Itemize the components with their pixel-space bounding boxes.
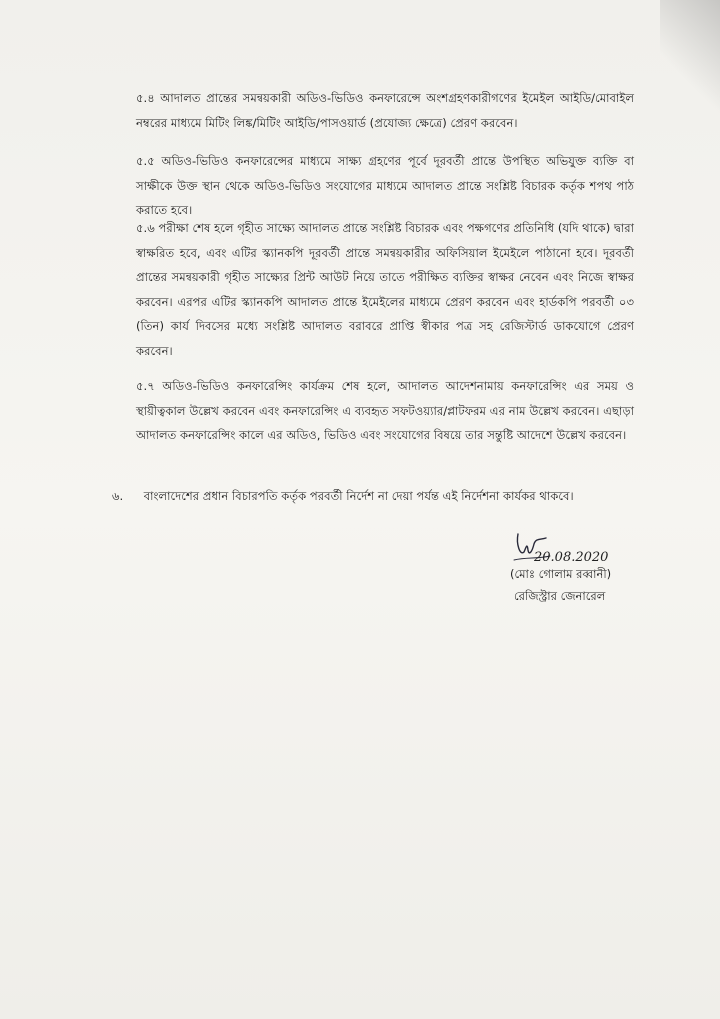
clause-number: ৫.৬ [136,221,155,235]
clause-5-5 [136,149,634,223]
clause-text: আদালত প্রান্তের সমন্বয়কারী অডিও-ভিডিও কনফারেন্সে অংশগ্রহণকারীগণের ইমেইল আইডি/মোবাইল নম্বরের মাধ্যমে মিটিং লিঙ্ক/মিটিং আইডি/পাসওয়ার্ড (প্রযোজ্য ক্ষেত্রে) প্রেরণ করবেন। [136,91,635,130]
page-corner-shadow [660,0,720,130]
clause-text: পরীক্ষা শেষ হলে গৃহীত সাক্ষ্যে আদালত প্রান্তে সংশ্লিষ্ট বিচারক এবং পক্ষগণের প্রতিনিধি (যদি থাকে) দ্বারা স্বাক্ষরিত হবে, এবং এটির স্ক্যানকপি দূরবর্তী প্রান্তে সমন্বয়কারীর অফিসিয়াল ইমেইলে পাঠানো হবে। দূরবর্তী প্রান্তের সমন্বয়কারী গৃহীত সাক্ষ্যের প্রিন্ট আউট নিয়ে তাতে পরীক্ষিত ব্যক্তির স্বাক্ষর নেবেন এবং নিজে স্বাক্ষর করবেন। এরপর এটির স্ক্যানকপি আদালত প্রান্তে ইমেইলের মাধ্যমে প্রেরণ করবেন এবং হার্ডকপি পরবর্তী ০৩ (তিন) কার্য দিবসের মধ্যে সংশ্লিষ্ট আদালত বরাবরে প্রাপ্তি স্বীকার পত্র সহ রেজিস্টার্ড ডাকযোগে প্রেরণ করবেন। [136,221,634,358]
section-number: ৬. [112,489,124,503]
signatory-title: রেজিস্ট্রার জেনারেল [514,589,606,603]
clause-text: অডিও-ভিডিও কনফারেন্সের মাধ্যমে সাক্ষ্য গ্রহণের পূর্বে দূরবর্তী প্রান্তে উপস্থিত অভিযুক্ত ব্যক্তি বা সাক্ষীকে উক্ত স্থান থেকে অডিও-ভিডিও সংযোগের মাধ্যমে আদালত প্রান্তে সংশ্লিষ্ট বিচারক কর্তৃক শপথ পাঠ করাতে হবে। [136,154,635,218]
clause-number: ৫.৭ [136,379,155,393]
section-text: বাংলাদেশের প্রধান বিচারপতি কর্তৃক পরবর্তী নির্দেশ না দেয়া পর্যন্ত এই নির্দেশনা কার্যকর থাকবে। [143,489,574,503]
signatory-name: (মোঃ গোলাম রব্বানী) [510,567,612,581]
section-6 [112,484,632,508]
signature-date: 20.08.2020 [534,550,609,565]
clause-5-6 [136,216,634,364]
clause-text: অডিও-ভিডিও কনফারেন্সিং কার্যক্রম শেষ হলে, আদালত আদেশনামায় কনফারেন্সিং এর সময় ও স্থায়ীত্বকাল উল্লেখ করবেন এবং কনফারেন্সিং এ ব্যবহৃত সফটওয়্যার/প্লাটফরম এর নাম উল্লেখ করবেন। এছাড়া আদালত কনফারেন্সিং কালে এর অডিও, ভিডিও এবং সংযোগের বিষয়ে তার সন্তুষ্টি আদেশে উল্লেখ করবেন। [136,379,634,443]
clause-5-7 [136,374,634,448]
clause-number: ৫.৫ [136,154,155,168]
clause-number: ৫.৪ [136,91,155,105]
signature-block [500,520,650,610]
clause-5-4 [136,86,634,135]
